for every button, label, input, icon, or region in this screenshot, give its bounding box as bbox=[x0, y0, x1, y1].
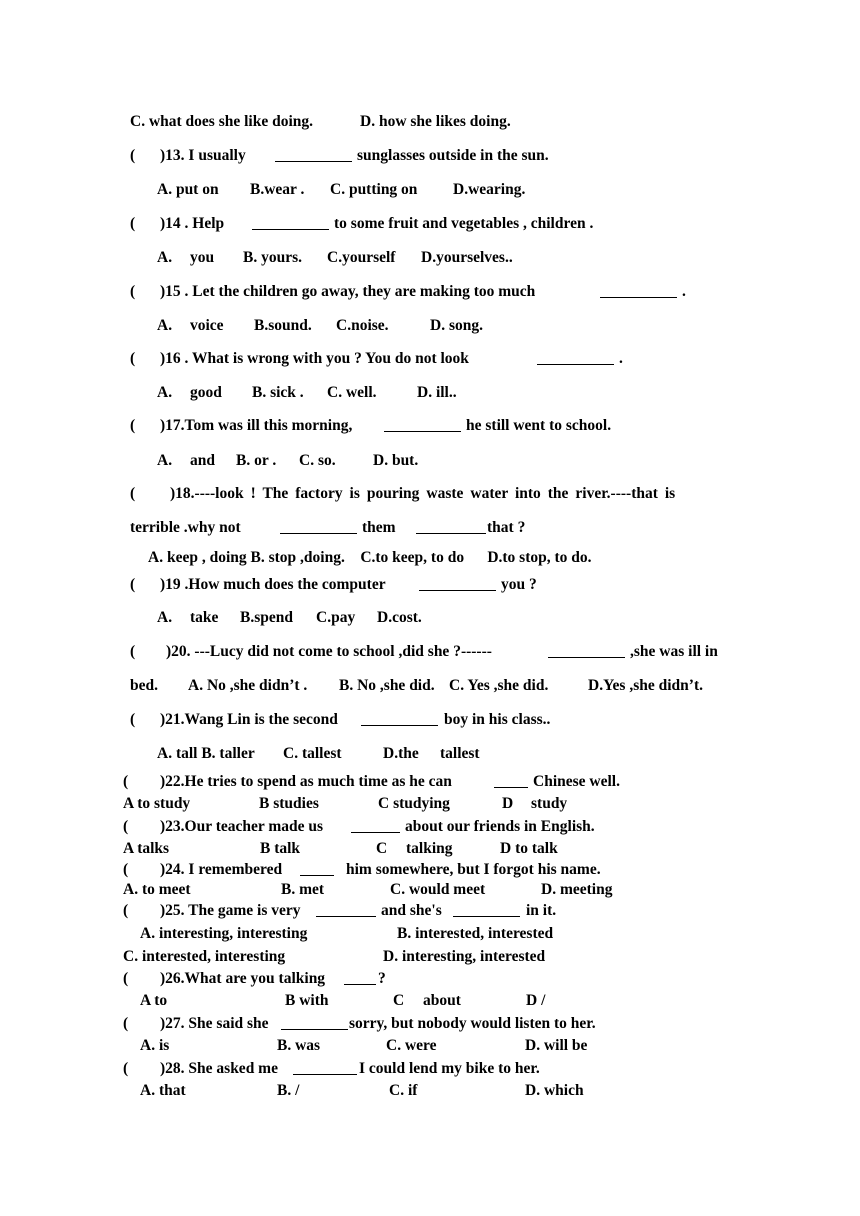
answer-paren: ( bbox=[123, 1060, 129, 1077]
option-a: A. bbox=[157, 249, 173, 266]
option-d: D. meeting bbox=[541, 881, 613, 898]
question-stem: )23.Our teacher made us bbox=[160, 818, 324, 835]
option-c: C.pay bbox=[316, 609, 356, 626]
option-d: D. which bbox=[525, 1082, 584, 1099]
option-b: B studies bbox=[259, 795, 319, 812]
question-stem: )24. I remembered bbox=[160, 861, 283, 878]
question-stem: )13. I usually bbox=[160, 147, 246, 164]
option-d: D bbox=[502, 795, 514, 812]
question-stem-end: sorry, but nobody would listen to her. bbox=[349, 1015, 596, 1032]
question-stem-end: I could lend my bike to her. bbox=[359, 1060, 540, 1077]
option-a: A. No ,she didn’t . bbox=[188, 677, 308, 694]
question-stem: )25. The game is very bbox=[160, 902, 301, 919]
question-stem-end: . bbox=[682, 283, 686, 300]
answer-blank[interactable] bbox=[293, 1059, 357, 1081]
answer-paren: ( bbox=[130, 283, 136, 300]
question-stem-end: him somewhere, but I forgot his name. bbox=[346, 861, 601, 878]
option-a-text: you bbox=[190, 249, 215, 266]
answer-paren: ( bbox=[130, 350, 136, 367]
question-stem-line2: terrible .why not bbox=[130, 519, 241, 536]
question-stem-end: to some fruit and vegetables , children . bbox=[334, 215, 594, 232]
answer-paren: ( bbox=[130, 147, 136, 164]
answer-blank[interactable] bbox=[548, 642, 625, 664]
option-d: D. but. bbox=[373, 452, 419, 469]
question-stem: )14 . Help bbox=[160, 215, 225, 232]
answer-blank[interactable] bbox=[300, 860, 334, 882]
option-c: C. were bbox=[386, 1037, 437, 1054]
answer-blank[interactable] bbox=[537, 349, 614, 371]
option-b: B. / bbox=[277, 1082, 300, 1099]
answer-blank-2[interactable] bbox=[453, 901, 520, 923]
question-stem-end: he still went to school. bbox=[466, 417, 612, 434]
answer-paren: ( bbox=[130, 576, 136, 593]
option-c: C. so. bbox=[299, 452, 336, 469]
answer-paren: ( bbox=[123, 773, 129, 790]
option-a-b: A. tall B. taller bbox=[157, 745, 255, 762]
option-a: A to bbox=[140, 992, 168, 1009]
option-c: C. well. bbox=[327, 384, 377, 401]
option-c: C. Yes ,she did. bbox=[449, 677, 549, 694]
option-a-text: voice bbox=[190, 317, 224, 334]
option-a: A to study bbox=[123, 795, 191, 812]
option-a-text: and bbox=[190, 452, 215, 469]
question-stem-end: ? bbox=[378, 970, 386, 987]
answer-paren: ( bbox=[130, 215, 136, 232]
answer-paren: ( bbox=[123, 861, 129, 878]
options-line: A. keep , doing B. stop ,doing. C.to keep, to do D.to stop, to do. bbox=[148, 549, 592, 566]
option-a-text: take bbox=[190, 609, 219, 626]
option-b: B. sick . bbox=[252, 384, 304, 401]
answer-paren: ( bbox=[130, 643, 136, 660]
option-b: B. or . bbox=[236, 452, 277, 469]
option-b: B.wear . bbox=[250, 181, 305, 198]
option-b: B. interested, interested bbox=[397, 925, 554, 942]
question-stem-end: you ? bbox=[501, 576, 537, 593]
answer-blank[interactable] bbox=[275, 146, 352, 168]
option-a: A. bbox=[157, 384, 173, 401]
answer-blank[interactable] bbox=[419, 575, 496, 597]
question-stem: )19 .How much does the computer bbox=[160, 576, 386, 593]
option-a: A. is bbox=[140, 1037, 170, 1054]
q12-option-c: C. what does she like doing. bbox=[130, 113, 314, 130]
answer-blank[interactable] bbox=[344, 969, 376, 991]
option-b: B.sound. bbox=[254, 317, 312, 334]
question-stem-end: boy in his class.. bbox=[444, 711, 551, 728]
answer-paren: ( bbox=[123, 902, 129, 919]
option-c: C studying bbox=[378, 795, 450, 812]
answer-blank[interactable] bbox=[361, 710, 438, 732]
question-stem: )26.What are you talking bbox=[160, 970, 326, 987]
answer-blank[interactable] bbox=[351, 817, 400, 839]
question-stem-mid: them bbox=[362, 519, 396, 536]
question-stem: )20. ---Lucy did not come to school ,did she ?------ bbox=[166, 643, 492, 660]
question-stem: )15 . Let the children go away, they are making too much bbox=[160, 283, 536, 300]
question-stem-mid: and she's bbox=[381, 902, 442, 919]
option-d: D.yourselves.. bbox=[421, 249, 513, 266]
option-d: D.the bbox=[383, 745, 419, 762]
option-b: B. No ,she did. bbox=[339, 677, 435, 694]
option-d: D. interesting, interested bbox=[383, 948, 546, 965]
answer-paren: ( bbox=[123, 1015, 129, 1032]
option-d: D to talk bbox=[500, 840, 558, 857]
question-stem-end: sunglasses outside in the sun. bbox=[357, 147, 549, 164]
answer-paren: ( bbox=[123, 818, 129, 835]
option-b: B. met bbox=[281, 881, 325, 898]
answer-blank-2[interactable] bbox=[416, 518, 486, 540]
option-c: C bbox=[376, 840, 388, 857]
question-stem: )18.----look ! The factory is pouring waste water into the river.----that is bbox=[170, 485, 676, 502]
question-stem: )16 . What is wrong with you ? You do not look bbox=[160, 350, 469, 367]
option-d: D.cost. bbox=[377, 609, 422, 626]
question-stem: )21.Wang Lin is the second bbox=[160, 711, 338, 728]
option-d: D.wearing. bbox=[453, 181, 526, 198]
question-stem: )28. She asked me bbox=[160, 1060, 278, 1077]
option-c: C. if bbox=[389, 1082, 418, 1099]
question-stem-end: ,she was ill in bbox=[630, 643, 718, 660]
option-c: C.noise. bbox=[336, 317, 389, 334]
option-d: D.Yes ,she didn’t. bbox=[588, 677, 703, 694]
option-d-text: tallest bbox=[440, 745, 480, 762]
option-c-text: talking bbox=[406, 840, 453, 857]
option-a: A talks bbox=[123, 840, 170, 857]
option-c: C.yourself bbox=[327, 249, 396, 266]
question-stem: )17.Tom was ill this morning, bbox=[160, 417, 353, 434]
question-stem-end: . bbox=[619, 350, 623, 367]
option-d-text: study bbox=[531, 795, 568, 812]
option-c: C. interested, interesting bbox=[123, 948, 286, 965]
answer-blank-1[interactable] bbox=[280, 518, 357, 540]
option-d: D. will be bbox=[525, 1037, 588, 1054]
option-a: A. bbox=[157, 452, 173, 469]
option-d: D. ill.. bbox=[417, 384, 457, 401]
option-c: C bbox=[393, 992, 405, 1009]
answer-paren: ( bbox=[130, 417, 136, 434]
question-stem: )27. She said she bbox=[160, 1015, 269, 1032]
answer-paren: ( bbox=[130, 485, 136, 502]
question-stem-line2: bed. bbox=[130, 677, 158, 694]
answer-paren: ( bbox=[123, 970, 129, 987]
option-b: B. yours. bbox=[243, 249, 302, 266]
option-a: A. bbox=[157, 609, 173, 626]
option-a: A. that bbox=[140, 1082, 186, 1099]
option-b: B.spend bbox=[240, 609, 293, 626]
question-stem-end: Chinese well. bbox=[533, 773, 620, 790]
option-d: D / bbox=[526, 992, 546, 1009]
option-c: C. would meet bbox=[390, 881, 486, 898]
question-stem-end: in it. bbox=[526, 902, 557, 919]
option-c: C. tallest bbox=[283, 745, 342, 762]
answer-blank[interactable] bbox=[384, 416, 461, 438]
question-stem-end: that ? bbox=[487, 519, 526, 536]
option-b: B with bbox=[285, 992, 329, 1009]
question-stem-end: about our friends in English. bbox=[405, 818, 595, 835]
answer-blank[interactable] bbox=[281, 1014, 348, 1036]
answer-paren: ( bbox=[130, 711, 136, 728]
option-b: B. was bbox=[277, 1037, 321, 1054]
option-a: A. bbox=[157, 317, 173, 334]
option-a: A. put on bbox=[157, 181, 219, 198]
option-a: A. to meet bbox=[123, 881, 191, 898]
answer-blank-1[interactable] bbox=[316, 901, 376, 923]
answer-blank[interactable] bbox=[600, 282, 677, 304]
q12-option-d: D. how she likes doing. bbox=[360, 113, 511, 130]
option-d: D. song. bbox=[430, 317, 483, 334]
option-a-text: good bbox=[190, 384, 222, 401]
option-a: A. interesting, interesting bbox=[140, 925, 308, 942]
answer-blank[interactable] bbox=[252, 214, 329, 236]
question-stem: )22.He tries to spend as much time as he can bbox=[160, 773, 452, 790]
option-b: B talk bbox=[260, 840, 301, 857]
option-c-text: about bbox=[423, 992, 461, 1009]
answer-blank[interactable] bbox=[494, 772, 528, 794]
option-c: C. putting on bbox=[330, 181, 418, 198]
